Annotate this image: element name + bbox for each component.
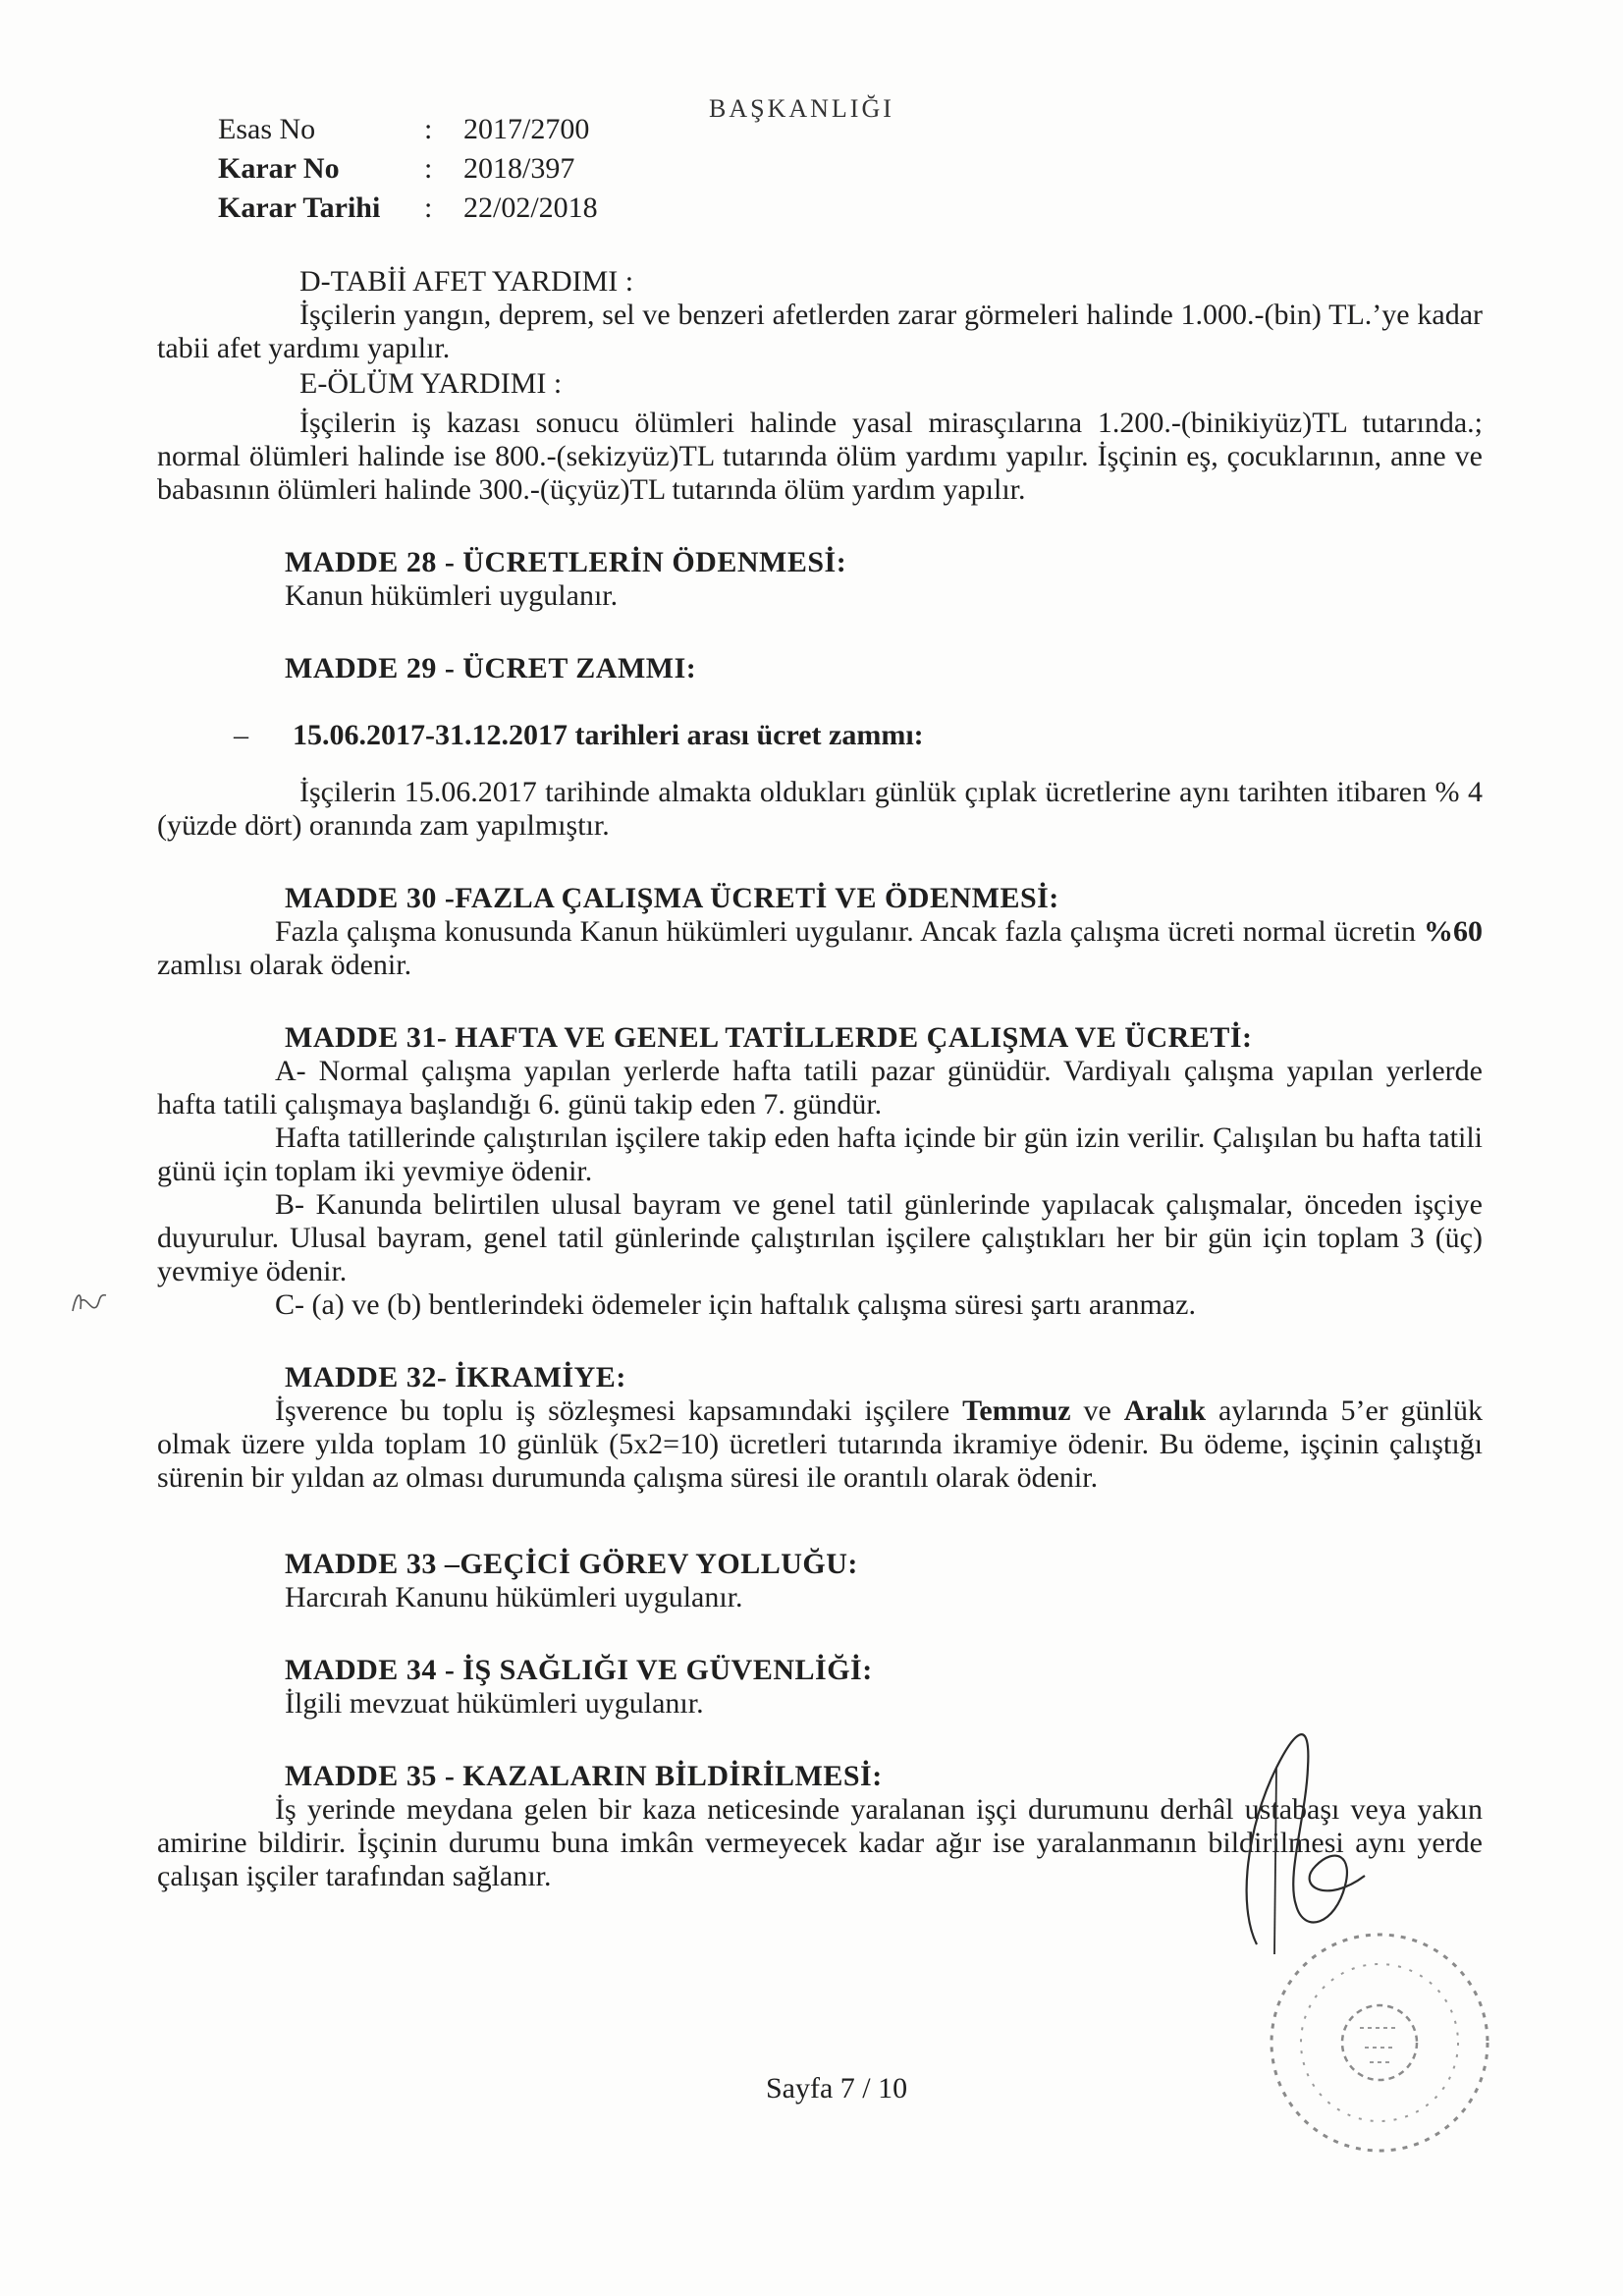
article-31-a2: Hafta tatillerinde çalıştırılan işçilere takip eden hafta içinde bir gün izin verilir. Çalışılan bu hafta tatili günü için toplam iki yevmiye ödenir. [157, 1121, 1483, 1187]
stamp-icon [1242, 1920, 1517, 2165]
article-28-text: Kanun hükümleri uygulanır. [285, 579, 619, 612]
article-29-text: İşçilerin 15.06.2017 tarihinde almakta oldukları günlük çıplak ücretlerine aynı tarihten itibaren % 4 (yüzde dört) oranında zam yapılmıştır. [157, 776, 1483, 842]
decision-date-value: 22/02/2018 [463, 191, 598, 224]
article-34-text: İlgili mevzuat hükümleri uygulanır. [285, 1687, 704, 1720]
article-33-text: Harcırah Kanunu hükümleri uygulanır. [285, 1581, 743, 1613]
decision-number-label: Karar No [218, 152, 340, 185]
article-32-text-c: ve [1070, 1394, 1124, 1427]
article-34-title: MADDE 34 - İŞ SAĞLIĞI VE GÜVENLİĞİ: [285, 1654, 873, 1686]
decision-date-row [218, 189, 598, 228]
article-30-title: MADDE 30 -FAZLA ÇALIŞMA ÜCRETİ VE ÖDENMESİ: [285, 882, 1059, 914]
document-body [157, 257, 1483, 1893]
article-30-text [157, 915, 1483, 982]
article-30-text-a: Fazla çalışma konusunda Kanun hükümleri uygulanır. Ancak fazla çalışma ücreti normal ücretin [275, 915, 1424, 948]
section-d-text: İşçilerin yangın, deprem, sel ve benzeri afetlerden zarar görmeleri halinde 1.000.-(bin) TL.’ye kadar tabii afet yardımı yapılır. [157, 299, 1483, 364]
article-35-text: İş yerinde meydana gelen bir kaza neticesinde yaralanan işçi durumunu derhâl ustabaşı veya yakın amirine bildirir. İşçinin durumu buna imkân vermeyecek kadar ağır ise yaralanmanın bildirilmesi aynı yerde çalışan işçiler tarafından sağlanır. [157, 1793, 1483, 1892]
dash-mark: – [234, 719, 248, 751]
article-32-text [157, 1394, 1483, 1495]
initials-icon [67, 1282, 116, 1321]
article-32-text-e: aylarında 5’er günlük olmak üzere yılda toplam 10 günlük (5x2=10) ücretleri tutarında ikramiye ödenir. Bu ödeme, işçinin çalıştığı sürenin bir yıldan az olması durumunda çalışma süresi ile orantılı olarak ödenir. [157, 1394, 1483, 1494]
decision-number-colon: : [424, 152, 433, 185]
article-35-title: MADDE 35 - KAZALARIN BİLDİRİLMESİ: [285, 1760, 883, 1792]
article-32-month-december: Aralık [1123, 1394, 1207, 1427]
section-e-title: E-ÖLÜM YARDIMI : [299, 367, 563, 400]
article-29-subheading-text: 15.06.2017-31.12.2017 tarihleri arası ücret zammı: [293, 719, 924, 751]
article-28-title: MADDE 28 - ÜCRETLERİN ÖDENMESİ: [285, 546, 847, 578]
article-31-b: B- Kanunda belirtilen ulusal bayram ve genel tatil günlerinde yapılacak çalışmalar, önceden işçiye duyurulur. Ulusal bayram, genel tatil günlerinde çalıştırılan işçilere çalıştıkları her bir gün için toplam 3 (üç) yevmiye ödenir. [157, 1188, 1483, 1287]
case-number-colon: : [424, 113, 433, 145]
case-number-label: Esas No [218, 113, 316, 145]
case-info [218, 110, 598, 228]
decision-date-label: Karar Tarihi [218, 191, 381, 224]
article-32-month-july: Temmuz [962, 1394, 1071, 1427]
article-29-title: MADDE 29 - ÜCRET ZAMMI: [285, 652, 697, 684]
case-number-row [218, 110, 598, 149]
article-29-subheading [157, 719, 1483, 752]
decision-date-colon: : [424, 191, 433, 224]
letterhead: BAŞKANLIĞI [709, 94, 894, 123]
article-33-title: MADDE 33 –GEÇİCİ GÖREV YOLLUĞU: [285, 1548, 858, 1580]
article-31-c: C- (a) ve (b) bentlerindeki ödemeler için haftalık çalışma süresi şartı aranmaz. [275, 1288, 1196, 1321]
article-32-text-a: İşverence bu toplu iş sözleşmesi kapsamındaki işçilere [275, 1394, 963, 1427]
decision-number-value: 2018/397 [463, 152, 575, 185]
article-30-text-c: zamlısı olarak ödenir. [157, 949, 412, 981]
article-31-a: A- Normal çalışma yapılan yerlerde hafta tatili pazar günüdür. Vardiyalı çalışma yapılan yerlerde hafta tatili çalışmaya başlandığı 6. günü takip eden 7. gündür. [157, 1055, 1483, 1121]
article-30-rate: %60 [1424, 915, 1483, 948]
article-31-title: MADDE 31- HAFTA VE GENEL TATİLLERDE ÇALIŞMA VE ÜCRETİ: [285, 1021, 1253, 1054]
section-e-text: İşçilerin iş kazası sonucu ölümleri halinde yasal mirasçılarına 1.200.-(binikiyüz)TL tutarında.; normal ölümleri halinde ise 800.-(sekizyüz)TL tutarında ölüm yardımı yapılır. İşçinin eş, çocuklarının, anne ve babasının ölümleri halinde 300.-(üçyüz)TL tutarında ölüm yardım yapılır. [157, 407, 1483, 506]
section-d-title: D-TABİİ AFET YARDIMI : [299, 265, 634, 298]
case-number-value: 2017/2700 [463, 113, 590, 145]
decision-number-row [218, 149, 598, 189]
article-32-title: MADDE 32- İKRAMİYE: [285, 1361, 626, 1394]
page-number: Sayfa 7 / 10 [766, 2072, 908, 2105]
